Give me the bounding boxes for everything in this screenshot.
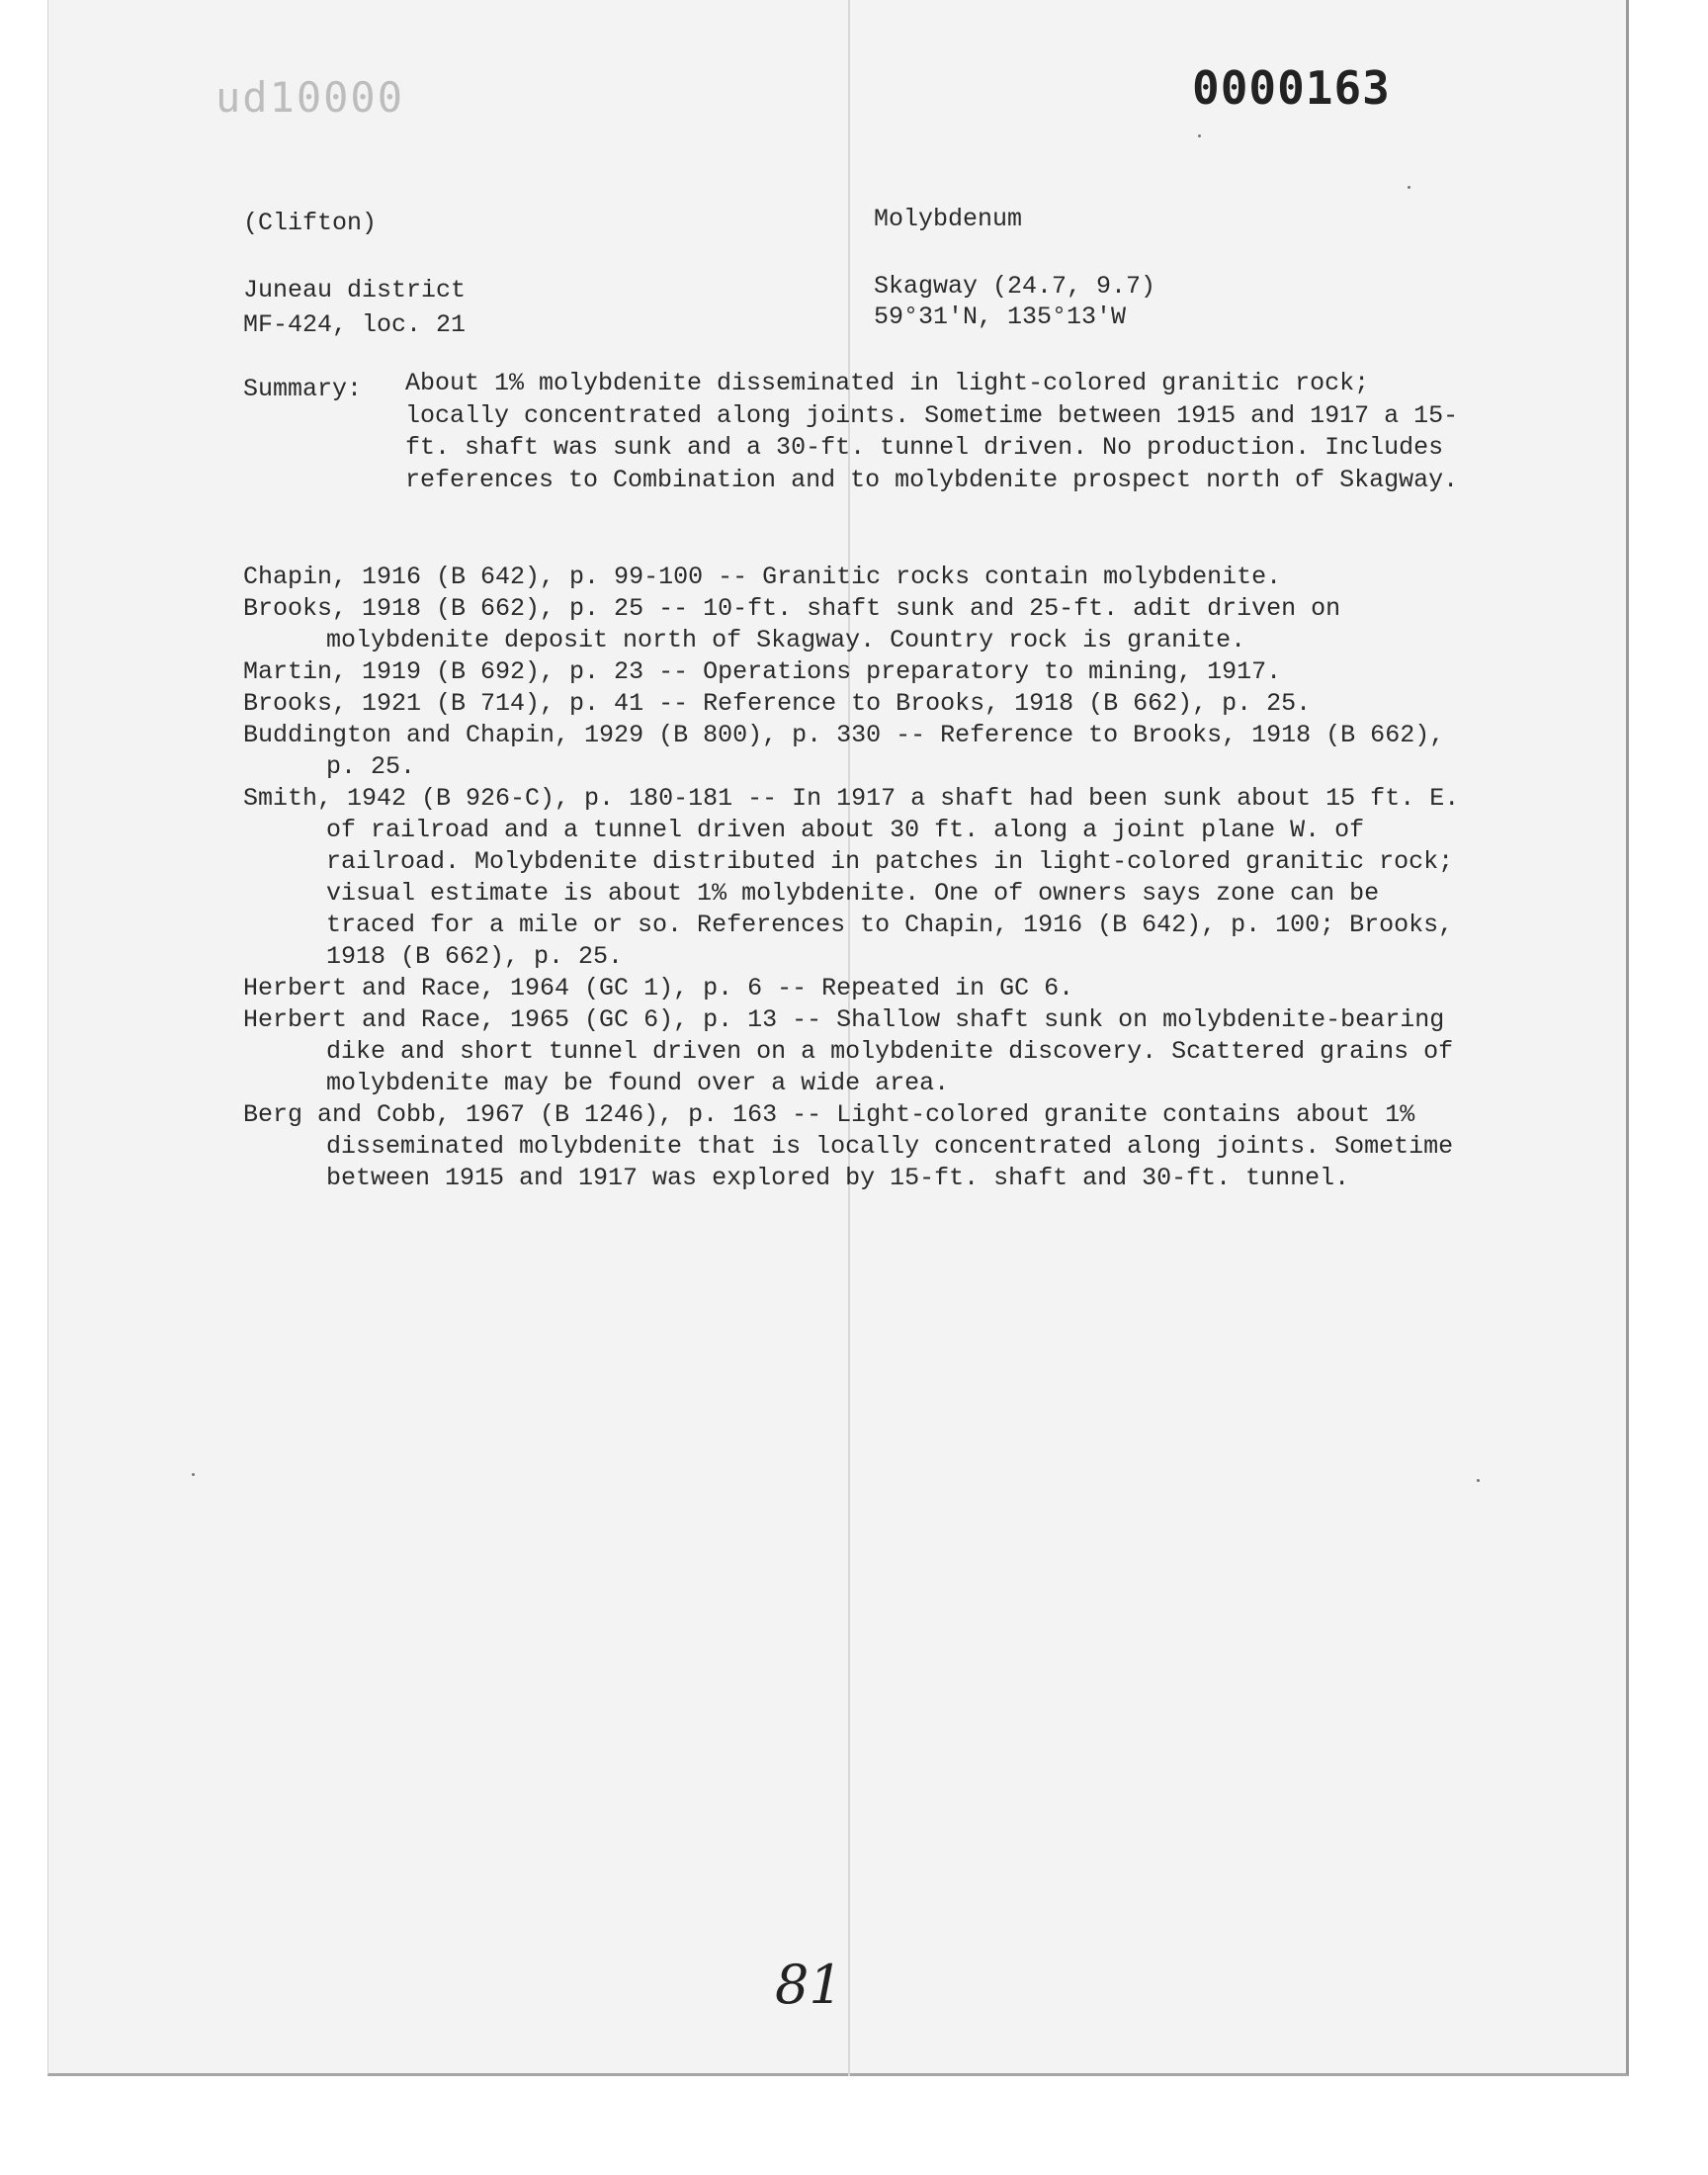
district: Juneau district [243, 276, 467, 304]
scan-speck [192, 1473, 195, 1476]
quadrangle: Skagway (24.7, 9.7) [874, 272, 1156, 301]
reference-item: Herbert and Race, 1964 (GC 1), p. 6 -- Repeated in GC 6. [243, 974, 1074, 1002]
scan-speck [1198, 134, 1201, 137]
stamp-right: 0000163 [1192, 61, 1391, 115]
references-list [243, 562, 1479, 1194]
reference-item: Martin, 1919 (B 692), p. 23 -- Operations preparatory to mining, 1917. [243, 657, 1282, 686]
summary-text: About 1% molybdenite disseminated in light-colored granitic rock; locally concentrated along joints. Sometime between 1915 and 1917 a 15-ft. shaft was sunk and a 30-ft. tunnel driven. No production. Includes references to Combination and to molybdenite prospect north of Skagway. [405, 369, 1459, 494]
scan-speck [1408, 186, 1410, 189]
commodity: Molybdenum [874, 205, 1023, 233]
reference-item: Herbert and Race, 1965 (GC 6), p. 13 -- Shallow shaft sunk on molybdenite-bearing dike and short tunnel driven on a molybdenite discovery. Scattered grains of molybdenite may be found over a wide area. [243, 1005, 1454, 1097]
page-number: 81 [775, 1954, 843, 2016]
reference-item: Chapin, 1916 (B 642), p. 99-100 -- Granitic rocks contain molybdenite. [243, 563, 1282, 591]
reference-item: Smith, 1942 (B 926-C), p. 180-181 -- In 1917 a shaft had been sunk about 15 ft. E. of railroad and a tunnel driven about 30 ft. along a joint plane W. of railroad. Molybdenite distributed in patches in light-colored granitic rock; visual estimate is about 1% molybdenite. One of owners says zone can be traced for a mile or so. References to Chapin, 1916 (B 642), p. 100; Brooks, 1918 (B 662), p. 25. [243, 784, 1460, 971]
reference-item: Buddington and Chapin, 1929 (B 800), p. 330 -- Reference to Brooks, 1918 (B 662), p. 25. [243, 721, 1445, 781]
reference-item: Berg and Cobb, 1967 (B 1246), p. 163 -- Light-colored granite contains about 1% disseminated molybdenite that is locally concentrated along joints. Sometime between 1915 and 1917 was explored by 15-ft. shaft and 30-ft. tunnel. [243, 1100, 1454, 1192]
reference-item: Brooks, 1921 (B 714), p. 41 -- Reference to Brooks, 1918 (B 662), p. 25. [243, 689, 1312, 718]
reference-item: Brooks, 1918 (B 662), p. 25 -- 10-ft. shaft sunk and 25-ft. adit driven on molybdenite deposit north of Skagway. Country rock is granite. [243, 594, 1341, 654]
coordinates: 59°31'N, 135°13'W [874, 303, 1127, 331]
deposit-name: (Clifton) [243, 209, 378, 237]
scan-speck [1477, 1479, 1480, 1482]
stamp-left: ud10000 [215, 73, 405, 122]
map-reference: MF-424, loc. 21 [243, 310, 467, 339]
summary-label: Summary: [243, 375, 363, 403]
